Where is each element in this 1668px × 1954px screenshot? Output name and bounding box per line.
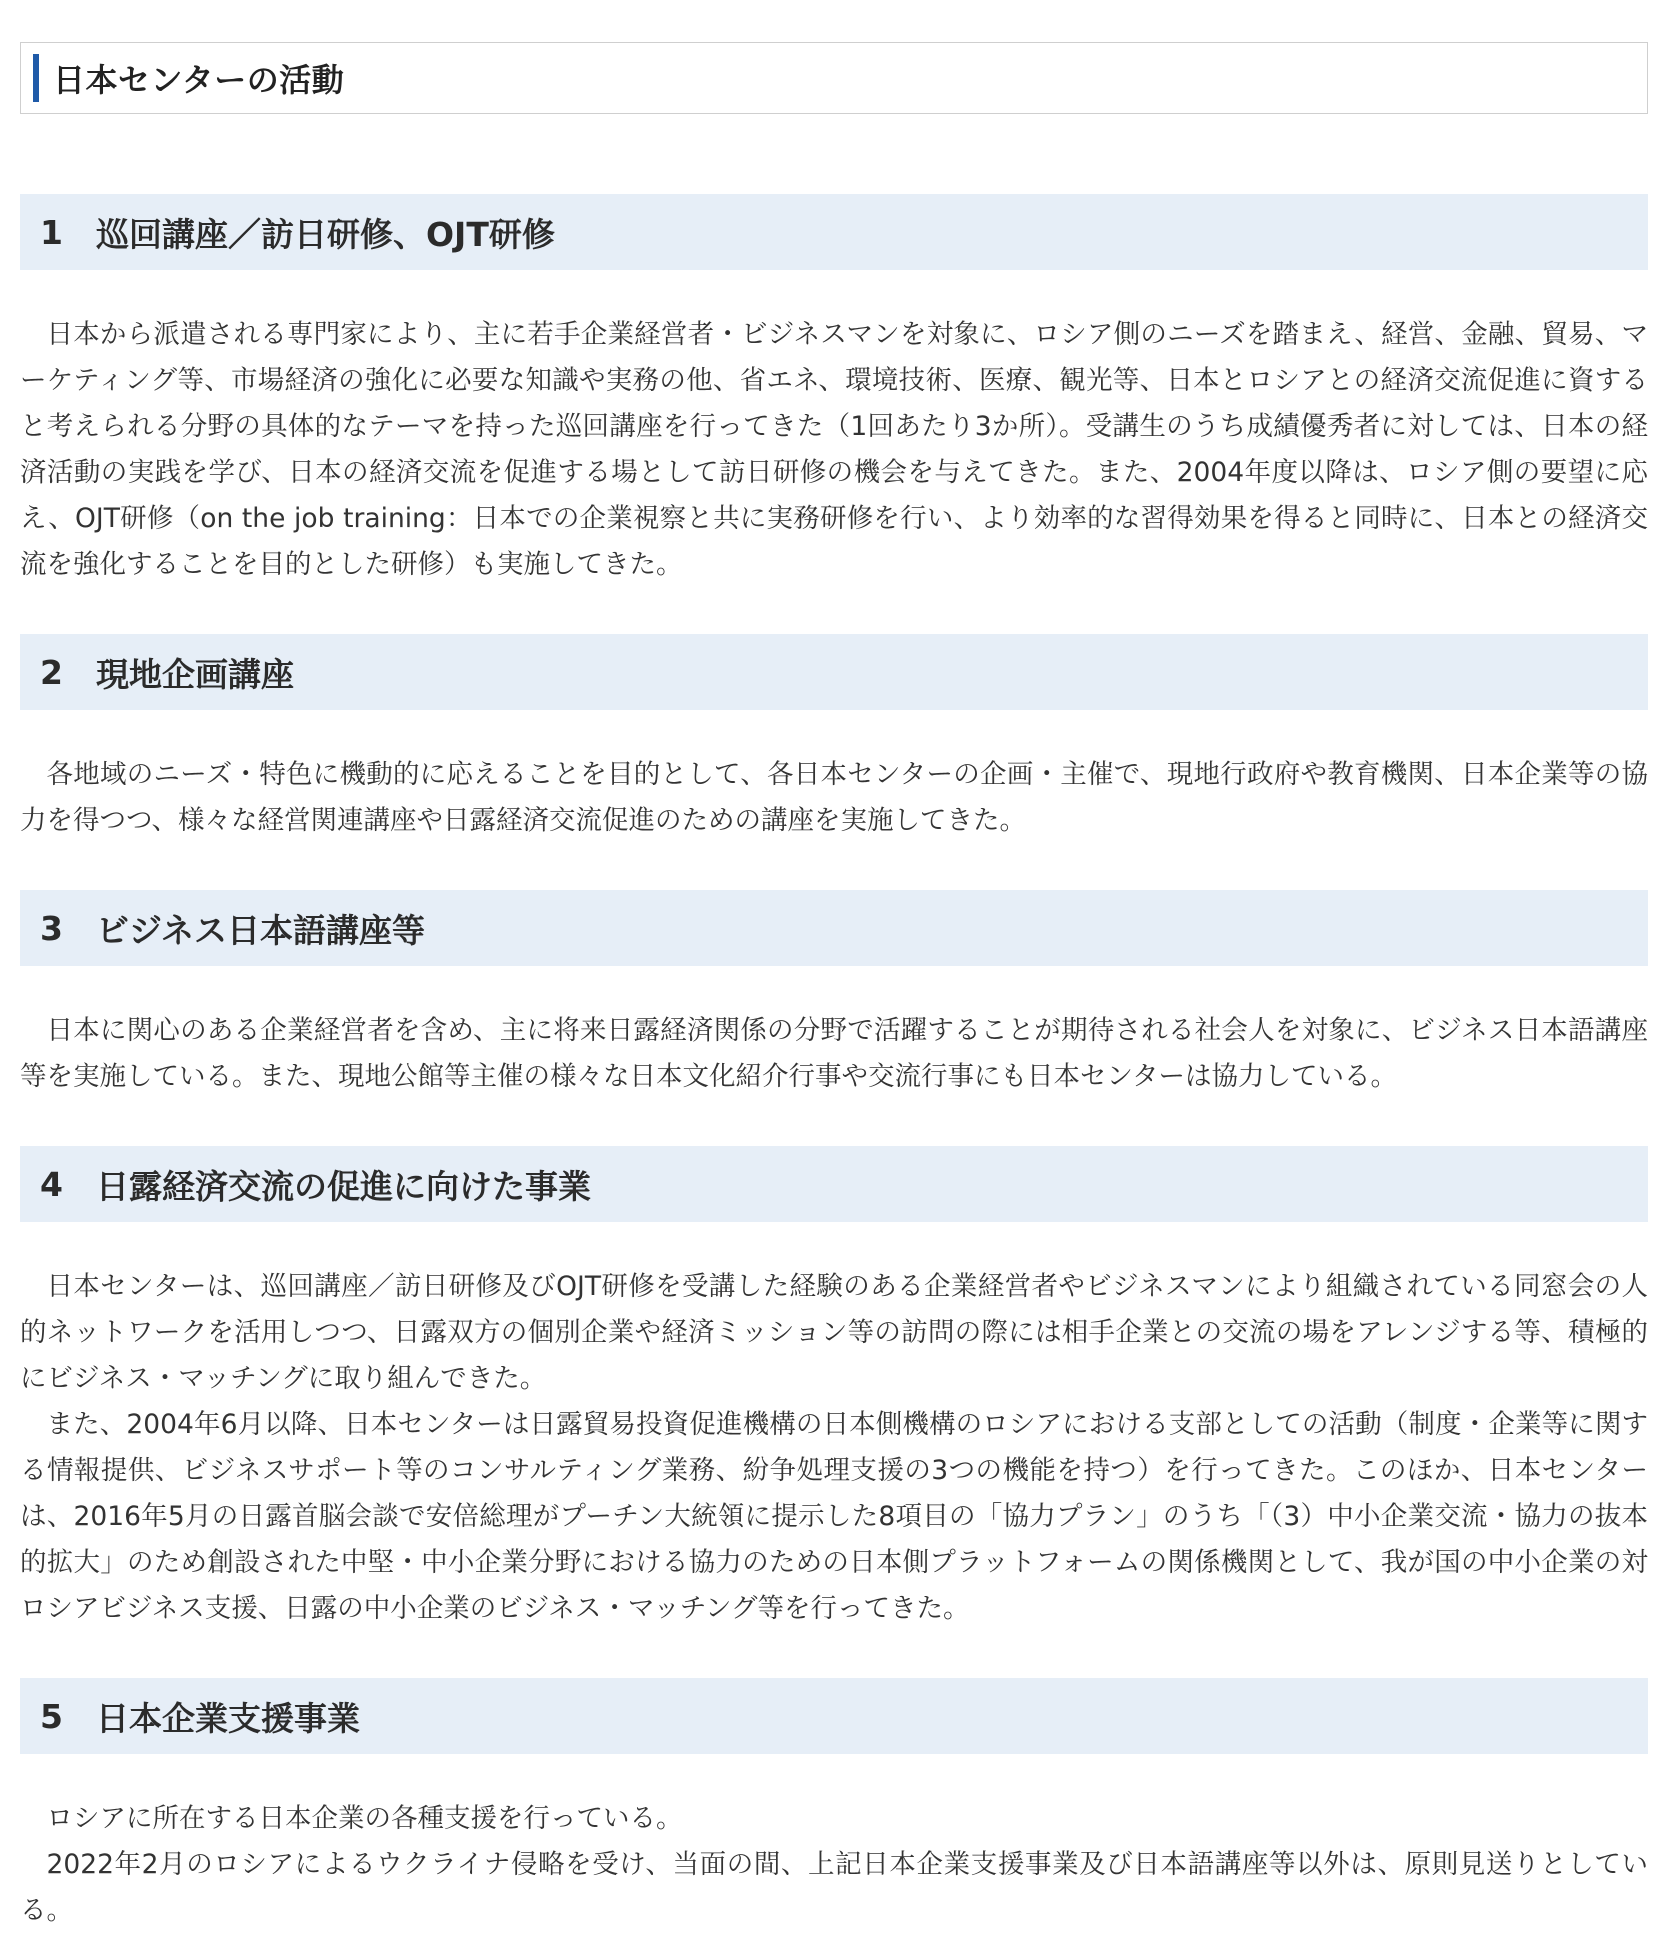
section-title: 日本企業支援事業 xyxy=(96,1698,360,1738)
paragraph: また、2004年6月以降、日本センターは日露貿易投資促進機構の日本側機構のロシアにおける支部としての活動（制度・企業等に関する情報提供、ビジネスサポート等のコンサルティング業務、紛争処理支援の3つの機能を持つ）を行ってきた。このほか、日本センターは、2016年5月の日露首脳会談で安倍総理がプーチン大統領に提示した8項目の「協力プラン」のうち「（3）中小企業交流・協力の抜本的拡大」のため創設された中堅・中小企業分野における協力のための日本側プラットフォームの関係機関として、我が国の中小企業の対ロシアビジネス支援、日露の中小企業のビジネス・マッチング等を行ってきた。 xyxy=(20,1409,1648,1624)
section-heading xyxy=(20,1678,1648,1754)
section-number: 2 xyxy=(40,652,63,692)
sections xyxy=(20,194,1648,1934)
section-heading xyxy=(20,890,1648,966)
section-5 xyxy=(20,1678,1648,1934)
page-title xyxy=(20,42,1648,114)
paragraph: 日本に関心のある企業経営者を含め、主に将来日露経済関係の分野で活躍することが期待される社会人を対象に、ビジネス日本語講座等を実施している。また、現地公館等主催の様々な日本文化紹介行事や交流行事にも日本センターは協力している。 xyxy=(20,1015,1648,1092)
section-title: 現地企画講座 xyxy=(96,654,294,694)
section-4 xyxy=(20,1146,1648,1632)
section-1 xyxy=(20,194,1648,588)
paragraph: ロシアに所在する日本企業の各種支援を行っている。 xyxy=(46,1803,683,1834)
section-body xyxy=(20,1008,1648,1100)
section-2 xyxy=(20,634,1648,844)
section-title: 巡回講座／訪日研修、OJT研修 xyxy=(96,214,555,254)
section-heading xyxy=(20,194,1648,270)
section-number: 1 xyxy=(40,212,63,252)
page-title-text: 日本センターの活動 xyxy=(53,61,345,99)
section-body xyxy=(20,1264,1648,1632)
section-title: ビジネス日本語講座等 xyxy=(96,910,426,950)
section-heading xyxy=(20,634,1648,710)
paragraph: 日本から派遣される専門家により、主に若手企業経営者・ビジネスマンを対象に、ロシア側のニーズを踏まえ、経営、金融、貿易、マーケティング等、市場経済の強化に必要な知識や実務の他、省エネ、環境技術、医療、観光等、日本とロシアとの経済交流促進に資すると考えられる分野の具体的なテーマを持った巡回講座を行ってきた（1回あたり3か所）。受講生のうち成績優秀者に対しては、日本の経済活動の実践を学び、日本の経済交流を促進する場として訪日研修の機会を与えてきた。また、2004年度以降は、ロシア側の要望に応え、OJT研修（on the job training：日本での企業視察と共に実務研修を行い、より効率的な習得効果を得ると同時に、日本との経済交流を強化することを目的とした研修）も実施してきた。 xyxy=(20,319,1648,580)
section-body xyxy=(20,752,1648,844)
section-number: 5 xyxy=(40,1696,63,1736)
paragraph: 2022年2月のロシアによるウクライナ侵略を受け、当面の間、上記日本企業支援事業及び日本語講座等以外は、原則見送りとしている。 xyxy=(20,1849,1648,1926)
section-number: 3 xyxy=(40,908,63,948)
title-accent-bar xyxy=(33,54,39,102)
section-3 xyxy=(20,890,1648,1100)
paragraph: 各地域のニーズ・特色に機動的に応えることを目的として、各日本センターの企画・主催で、現地行政府や教育機関、日本企業等の協力を得つつ、様々な経営関連講座や日露経済交流促進のための講座を実施してきた。 xyxy=(20,759,1648,836)
section-heading xyxy=(20,1146,1648,1222)
paragraph: 日本センターは、巡回講座／訪日研修及びOJT研修を受講した経験のある企業経営者やビジネスマンにより組織されている同窓会の人的ネットワークを活用しつつ、日露双方の個別企業や経済ミッション等の訪問の際には相手企業との交流の場をアレンジする等、積極的にビジネス・マッチングに取り組んできた。 xyxy=(20,1271,1648,1394)
section-number: 4 xyxy=(40,1164,63,1204)
section-body xyxy=(20,1796,1648,1934)
section-title: 日露経済交流の促進に向けた事業 xyxy=(96,1166,591,1206)
section-body xyxy=(20,312,1648,588)
